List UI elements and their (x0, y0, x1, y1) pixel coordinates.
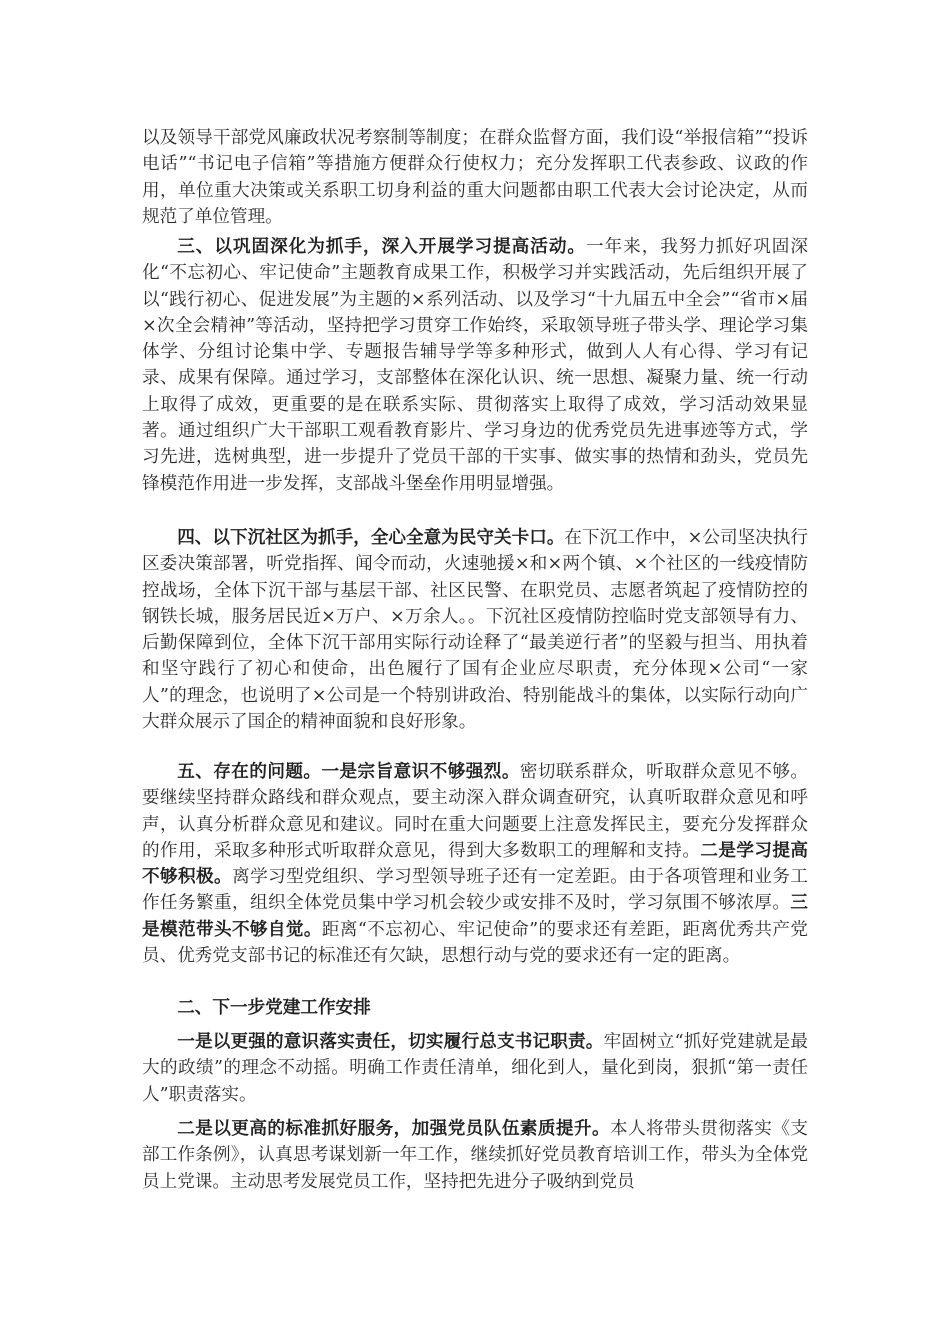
paragraph-text: 密切联系群众，听取群众意见不够。要继续坚持群众路线和群众观点，要主动深入群众调查研究，认真听取群众意见和呼声，认真分析群众意见和建议。同时在重大问题要上注意发挥民主，要充分发挥群众的作用，采取多种形式听取群众意见，得到大多数职工的理解和支持。 (142, 762, 808, 861)
subheading-service-standard: 二是以更高的标准抓好服务，加强党员队伍素质提升。 (177, 1119, 611, 1139)
paragraph-supervision (142, 125, 808, 230)
paragraph-text: 一年来，我努力抓好巩固深化“不忘初心、牢记使命”主题教育成果工作，积极学习并实践活动，先后组织开展了以“践行初心、促进发展”为主题的×系列活动、以及学习“十九届五中全会”“省市×届×次全会精神”等活动，坚持把学习贯穿工作始终，采取领导班子带头学、理论学习集体学、分组讨论集中学、专题报告辅导学等多种形式，做到人人有心得、学习有记录、成果有保障。通过学习，支部整体在深化认识、统一思想、凝聚力量、统一行动上取得了成效，更重要的是在联系实际、贯彻落实上取得了成效，学习活动效果显著。通过组织广大干部职工观看教育影片、学习身边的优秀党员先进事迹等方式，学习先进，选树典型，进一步提升了党员干部的干实事、做实事的热情和劲头，党员先锋模范作用进一步发挥，支部战斗堡垒作用明显增强。 (142, 237, 808, 494)
paragraph-community-work (142, 525, 808, 735)
paragraph-study-activities (142, 234, 808, 497)
subheading-study-improvement: 二是学习提高不够积极。 (142, 840, 808, 888)
section-heading-community: 四、以下沉社区为抓手，全心全意为民守关卡口。 (177, 528, 565, 548)
paragraph-text: 牢固树立“抓好党建就是最大的政绩”的理念不动摇。明确工作责任清单，细化到人，量化到岗，狠抓“第一责任人”职责落实。 (142, 1032, 808, 1105)
paragraph-text: 以及领导干部党风廉政状况考察制等制度；在群众监督方面，我们设“举报信箱”“投诉电话”“书记电子信箱”等措施方便群众行使权力；充分发挥职工代表参政、议政的作用，单位重大决策或关系职工切身利益的重大问题都由职工代表大会讨论决定，从而规范了单位管理。 (142, 128, 808, 227)
section-heading-next-steps (142, 995, 808, 1021)
paragraph-text: 离学习型党组织、学习型领导班子还有一定差距。由于各项管理和业务工作任务繁重，组织全体党员集中学习机会较少或安排不及时，学习氛围不够浓厚。 (142, 867, 808, 914)
paragraph-text: 在下沉工作中，×公司坚决执行区委决策部署，听党指挥、闻令而动，火速驰援×和×两个镇、×个社区的一线疫情防控战场，全体下沉干部与基层干部、社区民警、在职党员、志愿者筑起了疫情防控的钢铁长城，服务居民近×万户、×万余人。。下沉社区疫情防控临时党支部领导有力、后勤保障到位，全体下沉干部用实际行动诠释了“最美逆行者”的坚毅与担当、用执着和坚守践行了初心和使命，出色履行了国有企业应尽职责，充分体现×公司“一家人”的理念，也说明了×公司是一个特别讲政治、特别能战斗的集体，以实际行动向广大群众展示了国企的精神面貌和良好形象。 (142, 528, 808, 733)
section-title: 二、下一步党建工作安排 (177, 998, 371, 1018)
subheading-exemplary-role: 三是模范带头不够自觉。 (142, 893, 808, 940)
subheading-purpose-awareness: 一是宗旨意识不够强烈。 (321, 762, 520, 782)
section-heading-study: 三、以巩固深化为抓手，深入开展学习提高活动。 (177, 237, 586, 257)
paragraph-text: 距离“不忘初心、牢记使命”的要求还有差距，距离优秀共产党员、优秀党支部书记的标准还有欠缺，思想行动与党的要求还有一定的距离。 (142, 919, 808, 967)
paragraph-existing-problems (142, 759, 808, 969)
section-heading-problems: 五、存在的问题。 (177, 762, 322, 782)
paragraph-responsibility (142, 1029, 808, 1108)
subheading-responsibility: 一是以更强的意识落实责任，切实履行总支书记职责。 (177, 1032, 604, 1052)
paragraph-text: 本人将带头贯彻落实《支部工作条例》，认真思考谋划新一年工作，继续抓好党员教育培训工作，带头为全体党员上党课。主动思考发展党员工作，坚持把先进分子吸纳到党员 (142, 1119, 808, 1192)
paragraph-service-standard (142, 1116, 808, 1195)
